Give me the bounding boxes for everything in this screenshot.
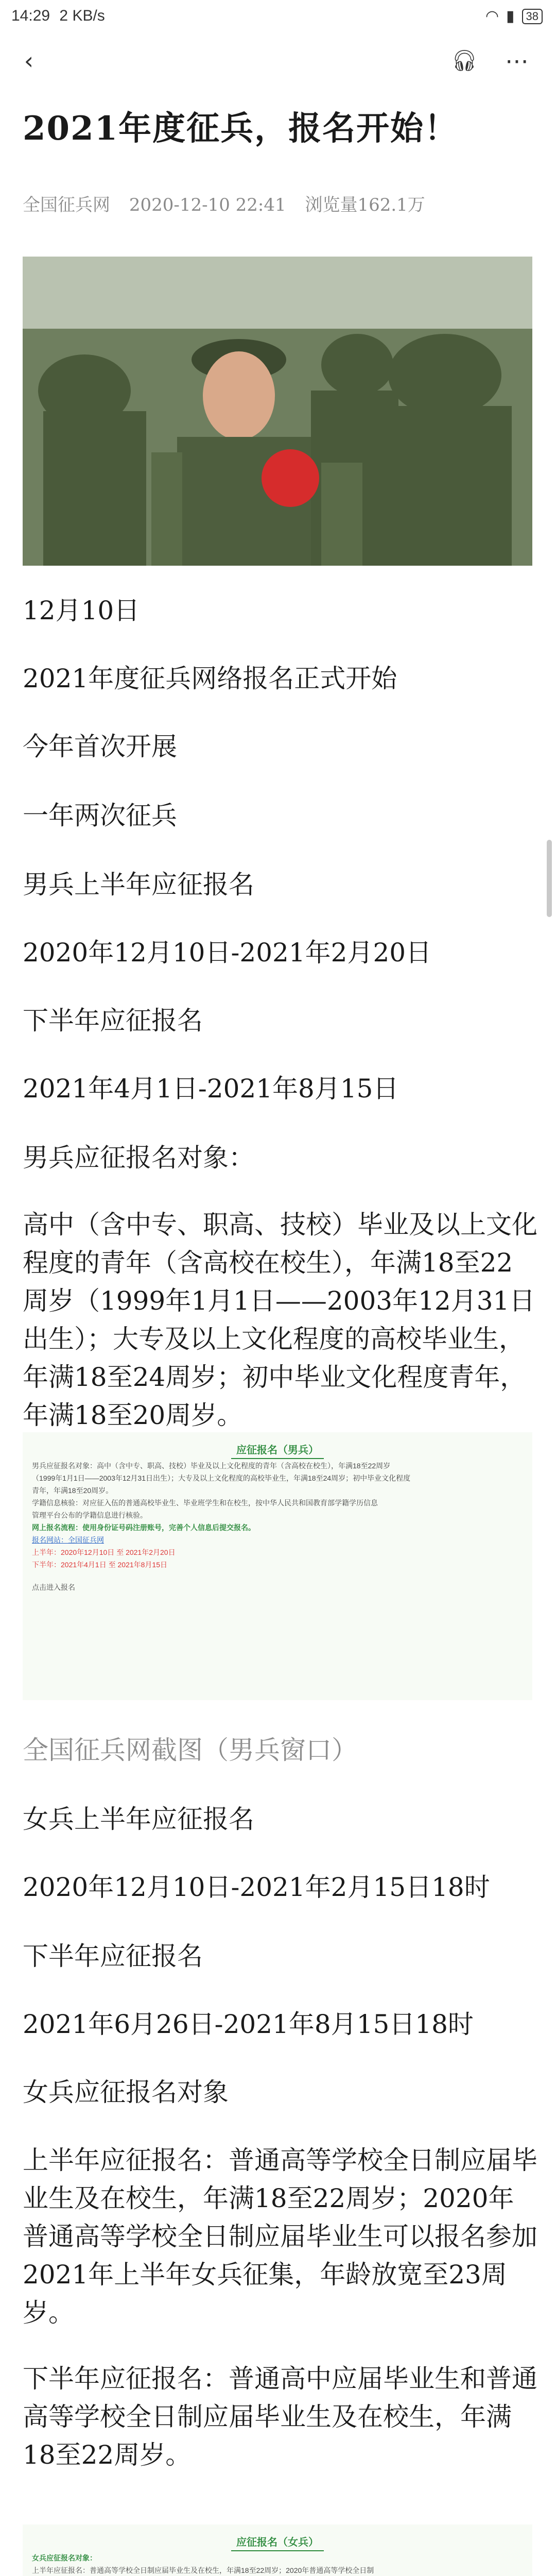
wifi-icon: ◠	[485, 8, 499, 25]
back-arrow-icon[interactable]: ‹	[24, 47, 34, 75]
text-male-target: 高中（含中专、职高、技校）毕业及以上文化程度的青年（含高校在校生），年满18至22周岁（1999年1月1日——2003年12月31日出生）；大专及以上文化程度的高校毕业生，年满18至24周岁；初中毕业文化程度青年，年满18至20周岁。	[23, 1210, 537, 1430]
hero-photo	[23, 257, 532, 566]
shot-male-row: 学籍信息核验：对应征入伍的普通高校毕业生、毕业班学生和在校生，按中华人民共和国教育部学籍学历信息	[32, 1499, 378, 1507]
shot-male-note: 点击进入报名	[32, 1583, 75, 1591]
text-male-h1: 男兵上半年应征报名	[23, 870, 254, 900]
status-network: 2 KB/s	[59, 7, 105, 24]
text-female-h2-date: 2021年6月26日-2021年8月15日18时	[23, 2009, 474, 2039]
screenshot-female	[23, 2524, 532, 2576]
shot-male-row: （1999年1月1日——2003年12月31日出生）；大专及以上文化程度的高校毕业生，年满18至24周岁；初中毕业文化程度	[32, 1474, 411, 1482]
article-datetime: 2020-12-10 22:41	[129, 195, 286, 215]
screenshot-male	[23, 1432, 532, 1700]
text-twice: 一年两次征兵	[23, 801, 177, 831]
shot-female-heading: 应征报名（女兵）	[231, 2537, 324, 2551]
scrollbar-thumb[interactable]	[547, 840, 552, 917]
shot-male-row: 网上报名流程：使用身份证号码注册账号，完善个人信息后提交报名。	[32, 1523, 255, 1532]
text-female-h1: 女兵上半年应征报名	[23, 1804, 254, 1834]
shot-male-row: 青年，年满18至20周岁。	[32, 1486, 113, 1495]
article-source[interactable]: 全国征兵网	[23, 195, 110, 215]
text-female-target-h1: 上半年应征报名：普通高等学校全日制应届毕业生及在校生，年满18至22周岁；2020年普通高等学校全日制应届毕业生可以报名参加2021年上半年女兵征集，年龄放宽至23周岁。	[23, 2145, 537, 2328]
article-meta	[23, 191, 439, 216]
text-female-target-heading: 女兵应征报名对象	[23, 2077, 229, 2107]
shot-male-link: 报名网站：全国征兵网	[32, 1536, 104, 1544]
soldiers-photo	[23, 257, 532, 566]
more-dots-icon[interactable]: ⋯	[505, 47, 529, 75]
status-bar	[0, 0, 556, 34]
text-male-h2: 下半年应征报名	[23, 1006, 203, 1036]
text-female-h2: 下半年应征报名	[23, 1941, 203, 1971]
caption-male-screenshot: 全国征兵网截图（男兵窗口）	[23, 1735, 357, 1765]
shot-female-row: 女兵应征报名对象：	[32, 2554, 97, 2562]
nav-bar	[0, 34, 556, 91]
article-views: 浏览量162.1万	[305, 195, 425, 215]
text-male-target-heading: 男兵应征报名对象：	[23, 1143, 254, 1173]
shot-male-row: 男兵应征报名对象：高中（含中专、职高、技校）毕业及以上文化程度的青年（含高校在校生），年满18至22周岁	[32, 1462, 391, 1470]
text-female-target-h2: 下半年应征报名：普通高中应届毕业生和普通高等学校全日制应届毕业生及在校生，年满18至22周岁。	[23, 2364, 537, 2470]
text-first: 今年首次开展	[23, 732, 177, 761]
text-female-h1-date: 2020年12月10日-2021年2月15日18时	[23, 1872, 490, 1902]
battery-indicator: 38	[522, 9, 543, 24]
article-title: 2021年度征兵，报名开始！	[23, 109, 459, 148]
shot-male-row: 下半年：2021年4月1日 至 2021年8月15日	[32, 1561, 167, 1569]
shot-male-row: 上半年：2020年12月10日 至 2021年2月20日	[32, 1548, 176, 1556]
status-time: 14:29	[11, 7, 50, 24]
text-date: 12月10日	[23, 596, 140, 625]
text-intro: 2021年度征兵网络报名正式开始	[23, 664, 397, 693]
shot-female-row: 上半年应征报名：普通高等学校全日制应届毕业生及在校生，年满18至22周岁；2020年普通高等学校全日制	[32, 2566, 374, 2574]
shot-male-row: 管理平台公布的学籍信息进行核验。	[32, 1511, 147, 1519]
text-male-h2-date: 2021年4月1日-2021年8月15日	[23, 1074, 399, 1104]
text-male-h1-date: 2020年12月10日-2021年2月20日	[23, 938, 432, 968]
signal-icon: ▮	[506, 8, 515, 25]
shot-male-heading: 应征报名（男兵）	[231, 1445, 324, 1459]
headphones-icon[interactable]: 🎧︎	[451, 49, 478, 73]
